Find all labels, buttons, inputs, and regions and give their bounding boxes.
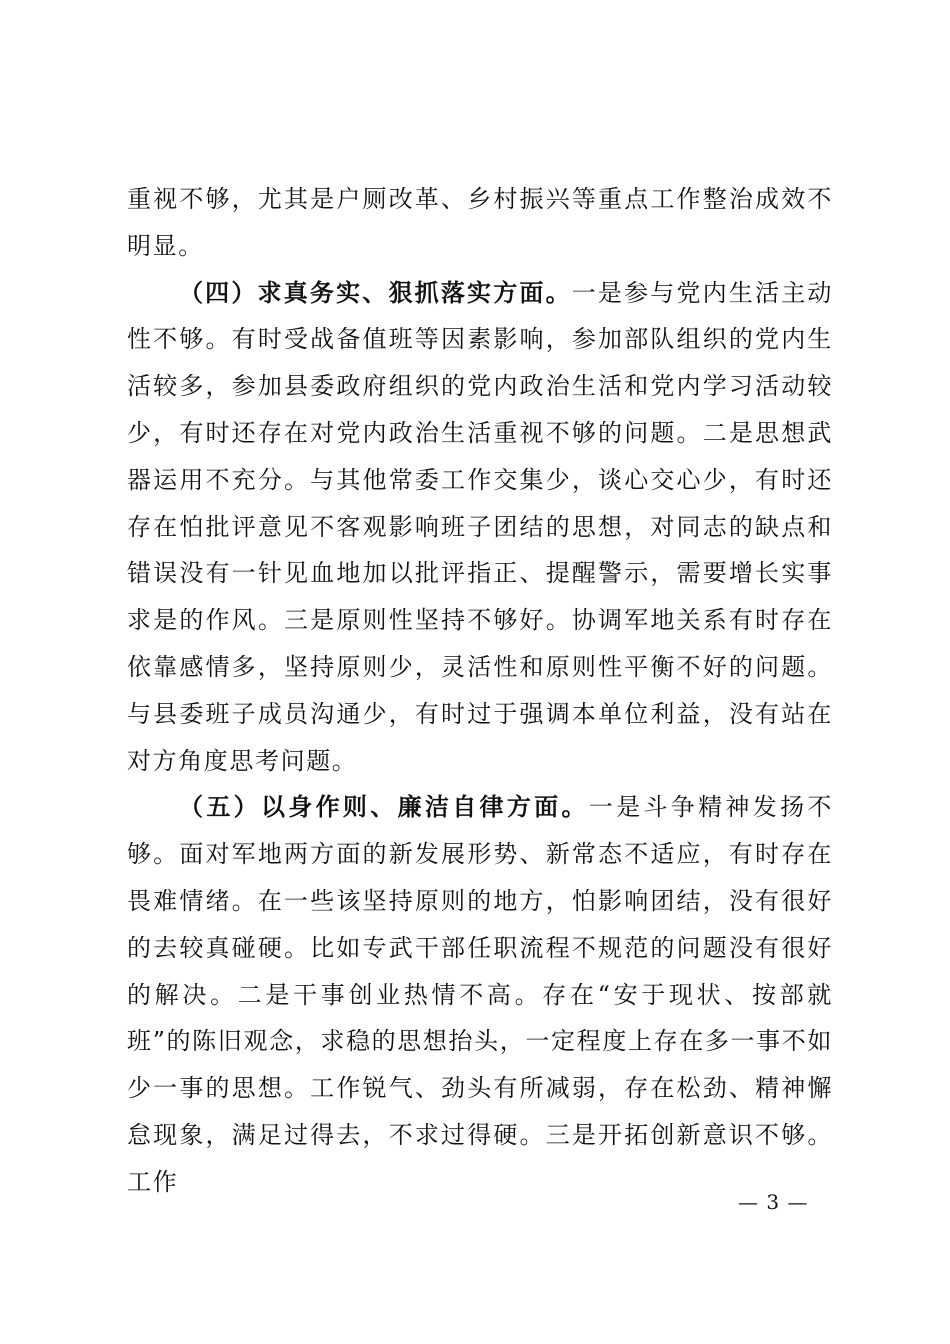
paragraph-text: 一是斗争精神发扬不够。面对军地两方面的新发展形势、新常态不适应，有时存在畏难情绪。在一些该坚持原则的地方，怕影响团结，没有很好的去较真碰硬。比如专武干部任职流程不规范的问题没有很好的解决。二是干事创业热情不高。存在“安于现状、按部就班”的陈旧观念，求稳的思想抬头，一定程度上存在多一事不如少一事的思想。工作锐气、劲头有所减弱，存在松劲、精神懈怠现象，满足过得去，不求过得硬。三是开拓创新意识不够。工作 [127, 793, 833, 1196]
section-heading-four: （四）求真务实、狠抓落实方面。 [179, 277, 572, 307]
section-heading-five: （五）以身作则、廉洁自律方面。 [179, 792, 589, 822]
paragraph-section-five [127, 784, 833, 1205]
document-body [127, 176, 833, 1206]
paragraph-text: 一是参与党内生活主动性不够。有时受战备值班等因素影响，参加部队组织的党内生活较多，参加县委政府组织的党内政治生活和党内学习活动较少，有时还存在对党内政治生活重视不够的问题。二是思想武器运用不充分。与其他常委工作交集少，谈心交心少，有时还存在怕批评意见不客观影响班子团结的思想，对同志的缺点和错误没有一针见血地加以批评指正、提醒警示，需要增长实事求是的作风。三是原则性坚持不够好。协调军地关系有时存在依靠感情多，坚持原则少，灵活性和原则性平衡不好的问题。与县委班子成员沟通少，有时过于强调本单位利益，没有站在对方角度思考问题。 [127, 278, 833, 775]
paragraph-continuation [127, 176, 833, 270]
page-number: — 3 — [738, 1190, 809, 1214]
paragraph-text: 重视不够，尤其是户厕改革、乡村振兴等重点工作整治成效不明显。 [127, 185, 833, 260]
paragraph-section-four [127, 270, 833, 785]
